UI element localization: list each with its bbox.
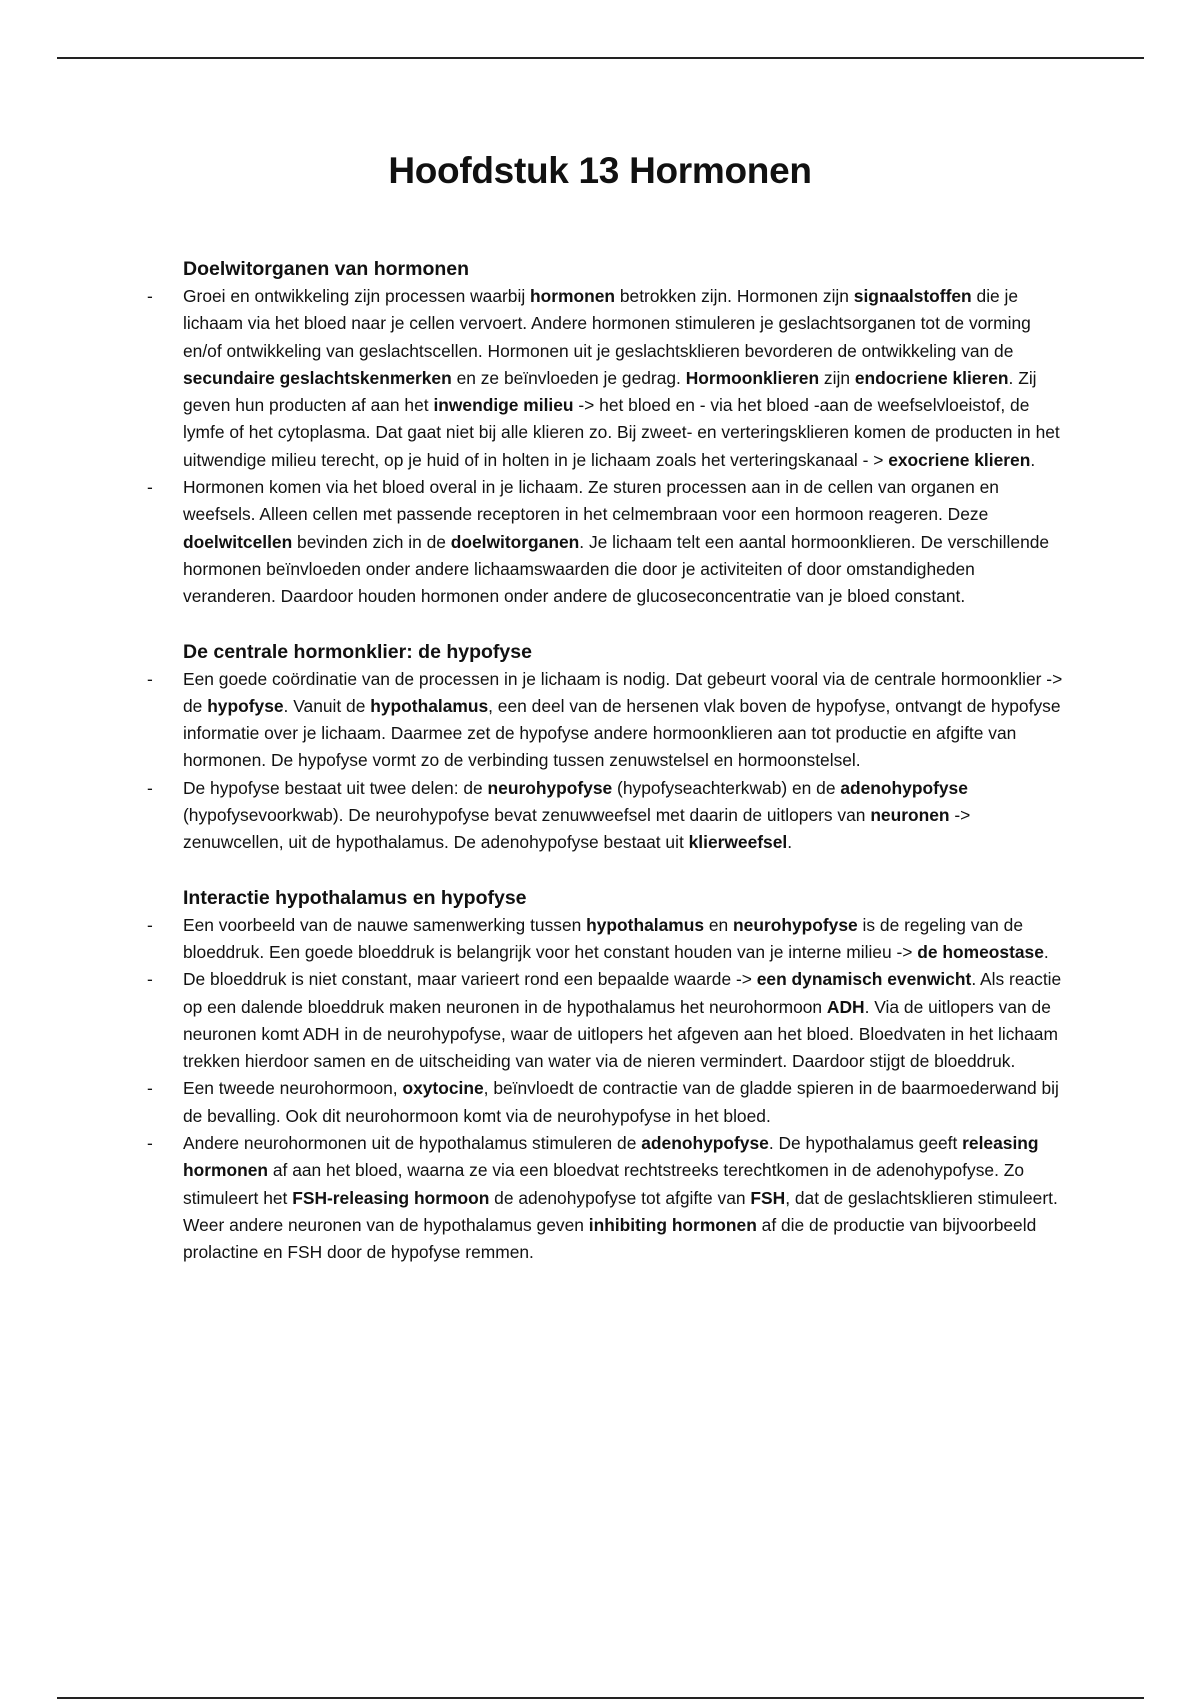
bold-term: endocriene klieren: [854, 367, 1009, 388]
bold-term: neurohypofyse: [487, 777, 613, 798]
text-run: .: [1043, 941, 1049, 962]
text-run: . Je lichaam telt een aantal hormoonklieren. De verschillende hormonen beïnvloeden onder andere lichaamswaarden die door je activiteiten of door omstandigheden veranderen. Daardoor houden hormonen onder andere de glucoseconcentratie van je bloed constant.: [183, 531, 1050, 607]
text-run: (hypofysevoorkwab). De neurohypofyse bevat zenuwweefsel met daarin de uitlopers van: [183, 805, 871, 826]
text-run: Groei en ontwikkeling zijn processen waarbij: [183, 286, 531, 306]
list-item: [183, 966, 1063, 1075]
list-item: [183, 1075, 1063, 1130]
bold-term: klierweefsel: [688, 832, 788, 853]
section-interactie: [183, 885, 1063, 1267]
text-run: Een voorbeeld van de nauwe samenwerking tussen: [183, 914, 587, 935]
top-rule: [57, 57, 1144, 59]
bold-term: hypothalamus: [370, 695, 489, 716]
bold-term: signaalstoffen: [853, 286, 972, 306]
bold-term: hormonen: [530, 286, 616, 306]
text-run: .: [1030, 449, 1036, 470]
bold-term: ADH: [826, 996, 865, 1017]
text-run: de adenohypofyse tot afgifte van: [489, 1187, 751, 1208]
text-run: die je lichaam via het bloed naar je cellen vervoert. Andere hormonen stimuleren je geslachtsorganen tot de vorming en/of ontwikkeling van geslachtscellen. Hormonen uit je geslachtsklieren bevorderen de ontwikkeling van de: [183, 286, 1031, 361]
section-doelwitorganen: [183, 256, 1063, 611]
bold-term: secundaire geslachtskenmerken: [183, 367, 452, 388]
bold-term: FSH-releasing hormoon: [292, 1187, 490, 1208]
bold-term: adenohypofyse: [840, 777, 968, 798]
bold-term: Hormoonklieren: [685, 367, 820, 388]
bold-term: inhibiting hormonen: [588, 1214, 757, 1235]
text-run: Een tweede neurohormoon,: [183, 1078, 403, 1099]
bold-term: hypofyse: [207, 695, 284, 716]
bold-term: oxytocine: [402, 1078, 484, 1099]
bold-term: FSH: [750, 1187, 786, 1208]
list-item: [183, 912, 1063, 967]
text-run: en ze beïnvloeden je gedrag.: [451, 367, 686, 388]
list-item: [183, 283, 1063, 474]
text-run: , een deel van de hersenen vlak boven de hypofyse, ontvangt de hypofyse informatie over je lichaam. Daarmee zet de hypofyse andere hormoonklieren aan tot productie en afgifte van hormonen. De hypofyse vormt zo de verbinding tussen zenuwstelsel en hormoonstelsel.: [183, 695, 1061, 771]
document-body: [183, 256, 1063, 1295]
text-run: .: [787, 832, 793, 853]
text-run: , dat de geslachtsklieren stimuleert. Weer andere neuronen van de hypothalamus geven: [183, 1187, 1058, 1235]
text-run: . De hypothalamus geeft: [768, 1133, 963, 1154]
text-run: -> het bloed en - via het bloed -aan de weefselvloeistof, de lymfe of het cytoplasma. Dat gaat niet bij alle klieren zo. Bij zweet- en verteringsklieren komen de producten in het uitwendige milieu terecht, op je huid of in holten in je lichaam zoals het verteringskanaal - >: [183, 395, 1060, 470]
bold-term: neurohypofyse: [733, 914, 858, 935]
text-run: betrokken zijn. Hormonen zijn: [615, 286, 854, 306]
bold-term: doelwitcellen: [183, 531, 293, 552]
section-hypofyse: [183, 639, 1063, 857]
list-item: [183, 775, 1063, 857]
text-run: , beïnvloedt de contractie van de gladde spieren in de baarmoederwand bij de bevalling. Ook dit neurohormoon komt via de neurohypofyse in het bloed.: [183, 1078, 1059, 1126]
text-run: bevinden zich in de: [292, 531, 451, 552]
text-run: . Vanuit de: [283, 695, 371, 716]
list-item: [183, 1130, 1063, 1266]
section-heading: Doelwitorganen van hormonen: [183, 258, 470, 280]
text-run: . Via de uitlopers van de neuronen komt ADH in de neurohypofyse, waar de uitlopers het afgeven aan het bloed. Bloedvaten in het lichaam trekken hierdoor samen en de uitscheiding van water via de nieren vermindert. Daardoor stijgt de bloeddruk.: [183, 996, 1058, 1072]
bold-term: neuronen: [870, 805, 950, 826]
bold-term: doelwitorganen: [450, 531, 580, 552]
bold-term: exocriene klieren: [888, 449, 1031, 470]
bold-term: adenohypofyse: [641, 1133, 769, 1154]
bold-term: de homeostase: [917, 941, 1044, 962]
text-run: zijn: [819, 367, 855, 388]
page-title: Hoofdstuk 13 Hormonen: [388, 150, 812, 191]
text-run: De hypofyse bestaat uit twee delen: de: [183, 777, 488, 798]
text-run: af aan het bloed, waarna ze via een bloedvat rechtstreeks terechtkomen in de adenohypofyse. Zo stimuleert het: [183, 1160, 1025, 1208]
text-run: Hormonen komen via het bloed overal in je lichaam. Ze sturen processen aan in de cellen van organen en weefsels. Alleen cellen met passende receptoren in het celmembraan voor een hormoon reageren. Deze: [183, 477, 999, 525]
text-run: is de regeling van de bloeddruk. Een goede bloeddruk is belangrijk voor het constant houden van je interne milieu ->: [183, 914, 1024, 962]
bold-term: hypothalamus: [586, 914, 705, 935]
text-run: De bloeddruk is niet constant, maar varieert rond een bepaalde waarde ->: [183, 969, 757, 990]
bold-term: inwendige milieu: [433, 395, 574, 416]
text-run: Een goede coördinatie van de processen in je lichaam is nodig. Dat gebeurt vooral via de centrale hormoonklier -> de: [183, 668, 1063, 716]
list-item: [183, 666, 1063, 775]
text-run: . Als reactie op een dalende bloeddruk maken neuronen in de hypothalamus het neurohormoon: [183, 969, 1062, 1017]
text-run: en: [704, 914, 734, 935]
text-run: af die de productie van bijvoorbeeld prolactine en FSH door de hypofyse remmen.: [183, 1214, 1037, 1263]
bold-term: een dynamisch evenwicht: [756, 969, 972, 990]
text-run: . Zij geven hun producten af aan het: [183, 367, 1037, 416]
section-heading: Interactie hypothalamus en hypofyse: [183, 886, 527, 909]
bold-term: releasing hormonen: [183, 1133, 1039, 1181]
section-heading: De centrale hormonklier: de hypofyse: [183, 640, 532, 663]
text-run: (hypofyseachterkwab) en de: [612, 777, 841, 798]
text-run: Andere neurohormonen uit de hypothalamus stimuleren de: [183, 1133, 642, 1154]
bottom-rule: [57, 1697, 1144, 1699]
text-run: -> zenuwcellen, uit de hypothalamus. De adenohypofyse bestaat uit: [183, 805, 971, 853]
list-item: [183, 474, 1063, 610]
